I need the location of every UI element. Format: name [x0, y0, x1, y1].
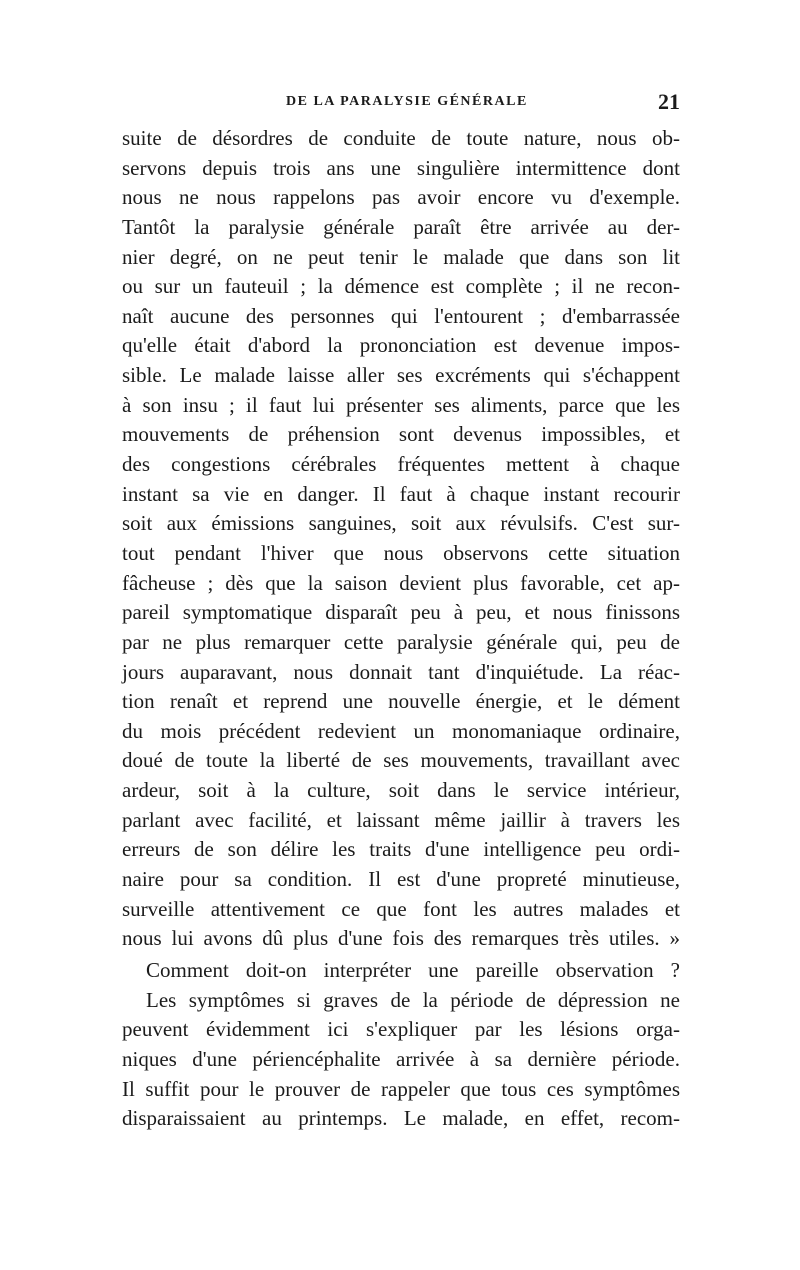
- text-line: tion renaît et reprend une nouvelle énergie, et le dément: [122, 689, 680, 714]
- text-line: jours auparavant, nous donnait tant d'inquiétude. La réac-: [122, 659, 680, 684]
- paragraph-2: [122, 956, 680, 1134]
- text-line: surveille attentivement ce que font les autres malades et: [122, 896, 680, 921]
- text-line: peuvent évidemment ici s'expliquer par les lésions orga-: [122, 1017, 680, 1042]
- text-line: nier degré, on ne peut tenir le malade que dans son lit: [122, 244, 680, 269]
- text-line: nous ne nous rappelons pas avoir encore vu d'exemple.: [122, 185, 680, 210]
- text-line: disparaissaient au printemps. Le malade, en effet, recom-: [122, 1106, 680, 1131]
- text-line: Tantôt la paralysie générale paraît être arrivée au der-: [122, 214, 680, 239]
- text-line: doué de toute la liberté de ses mouvements, travaillant avec: [122, 748, 680, 773]
- text-line: suite de désordres de conduite de toute nature, nous ob-: [122, 126, 680, 150]
- text-line: à son insu ; il faut lui présenter ses aliments, parce que les: [122, 392, 680, 417]
- text-line: Il suffit pour le prouver de rappeler que tous ces symptômes: [122, 1076, 680, 1101]
- text-line: niques d'une périencéphalite arrivée à sa dernière période.: [122, 1046, 680, 1071]
- running-title: DE LA PARALYSIE GÉNÉRALE: [286, 94, 528, 109]
- text-line: mouvements de préhension sont devenus impossibles, et: [122, 422, 680, 447]
- text-line: fâcheuse ; dès que la saison devient plus favorable, cet ap-: [122, 570, 680, 595]
- text-line: pareil symptomatique disparaît peu à peu, et nous finissons: [122, 600, 680, 625]
- text-line: Les symptômes si graves de la période de dépression ne: [146, 987, 680, 1012]
- text-line: qu'elle était d'abord la prononciation est devenue impos-: [122, 333, 680, 358]
- text-line: erreurs de son délire les traits d'une intelligence peu ordi-: [122, 837, 680, 862]
- text-line: soit aux émissions sanguines, soit aux révulsifs. C'est sur-: [122, 511, 680, 536]
- text-line: tout pendant l'hiver que nous observons cette situation: [122, 540, 680, 565]
- paragraph-1: [122, 124, 680, 954]
- text-line: servons depuis trois ans une singulière intermittence dont: [122, 155, 680, 180]
- running-head: [122, 89, 680, 118]
- text-line: du mois précédent redevient un monomaniaque ordinaire,: [122, 718, 680, 743]
- text-line: nous lui avons dû plus d'une fois des remarques très utiles. »: [122, 926, 680, 951]
- text-line: naît aucune des personnes qui l'entourent ; d'embarrassée: [122, 303, 680, 328]
- text-line: ardeur, soit à la culture, soit dans le service intérieur,: [122, 778, 680, 803]
- text-line: instant sa vie en danger. Il faut à chaque instant recourir: [122, 481, 680, 506]
- text-line: par ne plus remarquer cette paralysie générale qui, peu de: [122, 629, 680, 654]
- text-line: sible. Le malade laisse aller ses excréments qui s'échappent: [122, 363, 680, 388]
- page-number: 21: [658, 89, 680, 114]
- text-line: Comment doit-on interpréter une pareille observation ?: [146, 958, 680, 982]
- text-line: parlant avec facilité, et laissant même jaillir à travers les: [122, 807, 680, 832]
- text-line: des congestions cérébrales fréquentes mettent à chaque: [122, 452, 680, 477]
- text-line: ou sur un fauteuil ; la démence est complète ; il ne recon-: [122, 274, 680, 299]
- text-line: naire pour sa condition. Il est d'une propreté minutieuse,: [122, 867, 680, 892]
